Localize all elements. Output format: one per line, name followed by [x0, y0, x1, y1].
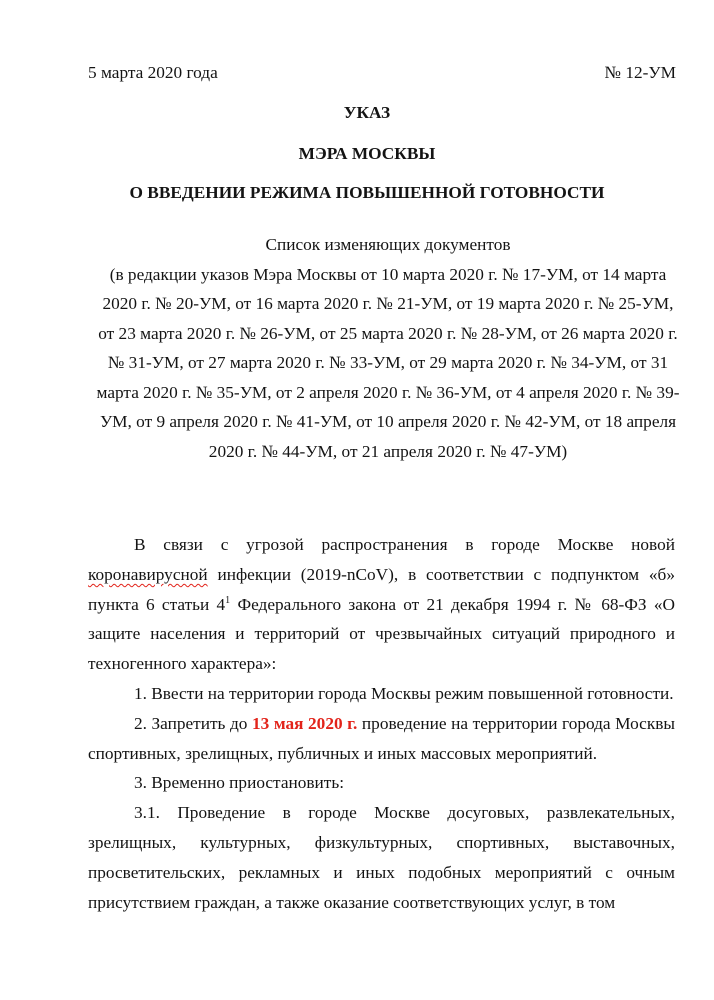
intro-text-1: В связи с угрозой распространения в городе Москве новой — [134, 535, 675, 554]
amending-documents — [95, 230, 681, 466]
article-superscript: 1 — [225, 594, 231, 606]
intro-text-2: инфекции (2019-nCoV), в соответствии с подпунктом «б» пункта 6 статьи 4 — [88, 564, 675, 614]
point-2 — [88, 709, 675, 769]
point-1: 1. Ввести на территории города Москвы режим повышенной готовности. — [134, 683, 674, 703]
point-3-1: 3.1. Проведение в городе Москве досуговых, развлекательных, зрелищных, культурных, физкультурных, спортивных, выставочных, просветительских, рекламных и иных подобных мероприятий с очным присутствием граждан, а также оказание соответствующих услуг, в том — [88, 803, 675, 912]
decree-date: 5 марта 2020 года — [88, 63, 218, 82]
misspelled-word: коронавирусной — [88, 564, 208, 584]
decree-body — [88, 530, 675, 917]
intro-text-3: Федерального закона от 21 декабря 1994 г. № 68-ФЗ «О защите населения и территорий от чрезвычайных ситуаций природного и техногенного характера»: — [88, 594, 675, 674]
point-2-text-1: 2. Запретить до — [134, 713, 252, 733]
highlighted-date: 13 мая 2020 г. — [251, 713, 358, 733]
document-header — [88, 60, 676, 86]
decree-number: № 12-УМ — [604, 63, 676, 82]
title-line-3: О ВВЕДЕНИИ РЕЖИМА ПОВЫШЕННОЙ ГОТОВНОСТИ — [129, 183, 605, 202]
intro-paragraph — [88, 530, 675, 679]
title-line-2: МЭРА МОСКВЫ — [298, 144, 436, 163]
amending-documents-heading: Список изменяющих документов — [265, 235, 511, 254]
title-line-1: УКАЗ — [343, 103, 391, 122]
point-3: 3. Временно приостановить: — [134, 773, 345, 793]
amending-documents-list: (в редакции указов Мэра Москвы от 10 марта 2020 г. № 17-УМ, от 14 марта 2020 г. № 20-УМ, от 16 марта 2020 г. № 21-УМ, от 19 марта 2020 г. № 25-УМ, от 23 марта 2020 г. № 26-УМ, от 25 марта 2020 г. № 28-УМ, от 26 марта 2020 г. № 31-УМ, от 27 марта 2020 г. № 33-УМ, от 29 марта 2020 г. № 34-УМ, от 31 марта 2020 г. № 35-УМ, от 2 апреля 2020 г. № 36-УМ, от 4 апреля 2020 г. № 39-УМ, от 9 апреля 2020 г. № 41-УМ, от 10 апреля 2020 г. № 42-УМ, от 18 апреля 2020 г. № 44-УМ, от 21 апреля 2020 г. № 47-УМ) — [96, 264, 680, 461]
point-2-text-2: проведение на территории города Москвы спортивных, зрелищных, публичных и иных массовых мероприятий. — [88, 713, 676, 763]
